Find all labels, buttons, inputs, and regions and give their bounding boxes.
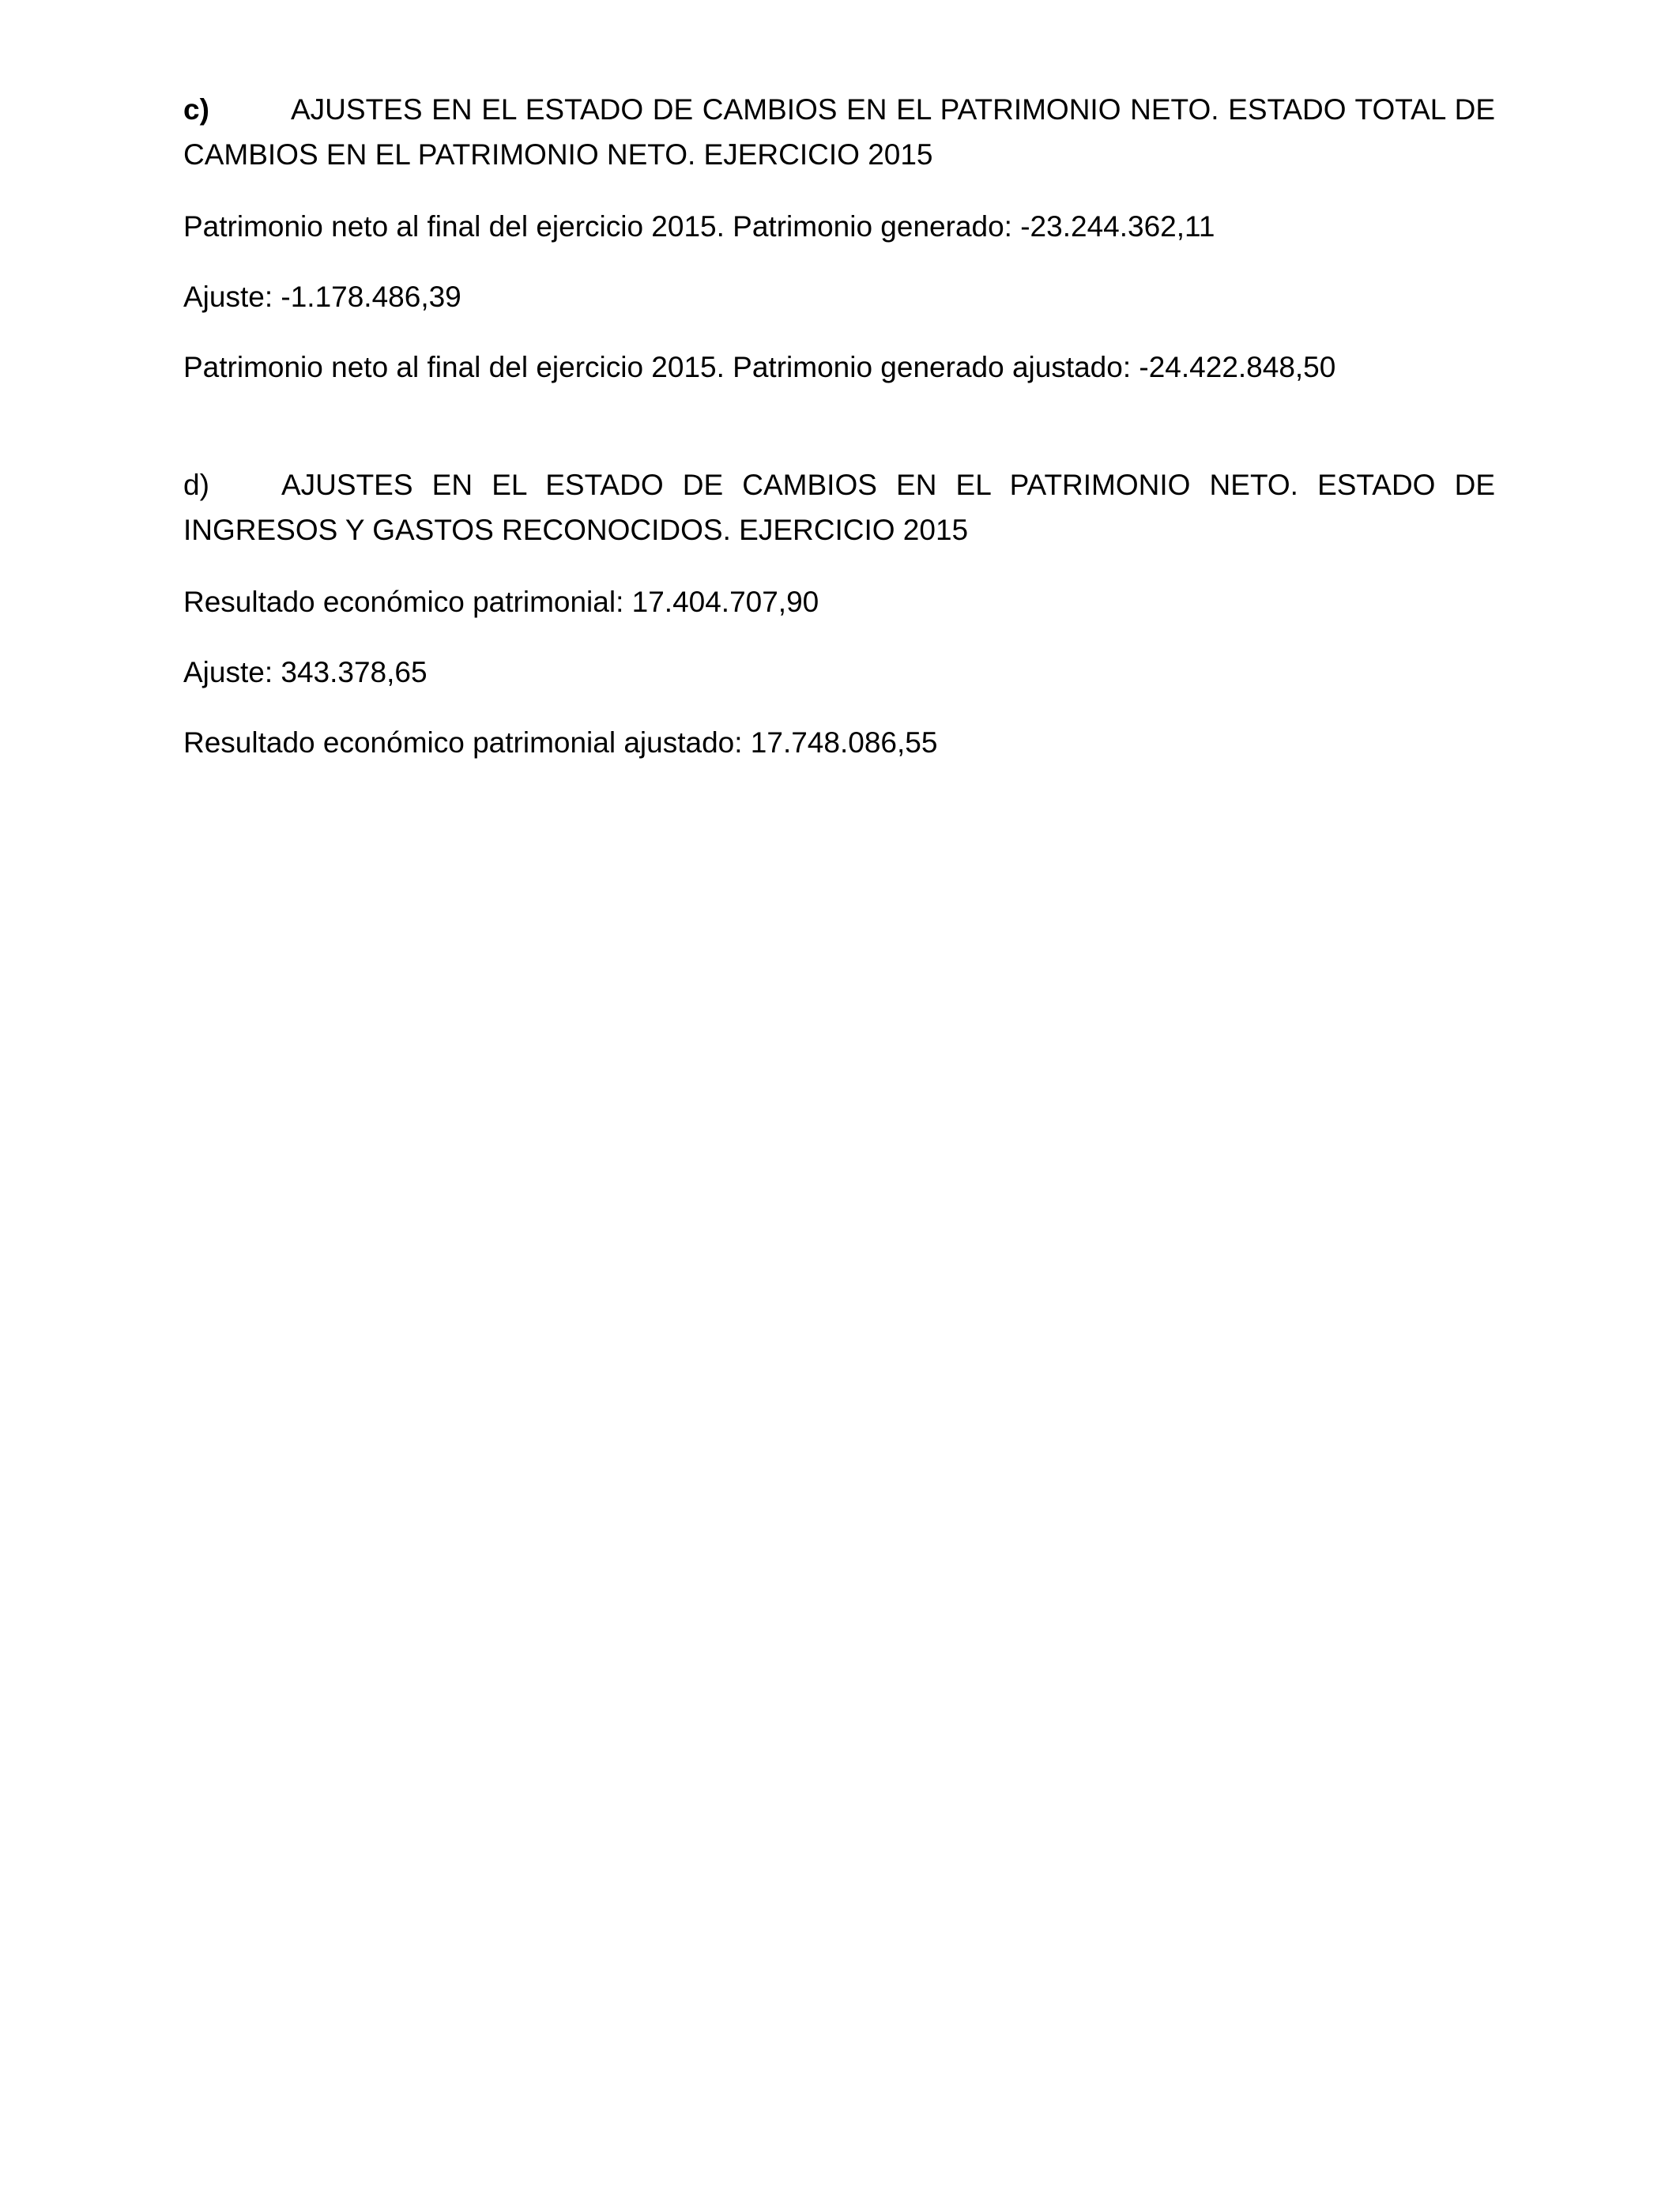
section-d-line-resultado: Resultado económico patrimonial: 17.404.707,90 (183, 586, 819, 618)
section-d-line-ajuste: Ajuste: 343.378,65 (183, 656, 428, 688)
section-d-line-resultado-ajustado: Resultado económico patrimonial ajustado: 17.748.086,55 (183, 726, 938, 759)
section-d (183, 462, 1495, 765)
section-d-heading-text: AJUSTES EN EL ESTADO DE CAMBIOS EN EL PATRIMONIO NETO. ESTADO DE INGRESOS Y GASTOS RECONOCIDOS. EJERCICIO 2015 (183, 469, 1495, 546)
section-c-heading-text: AJUSTES EN EL ESTADO DE CAMBIOS EN EL PATRIMONIO NETO. ESTADO TOTAL DE CAMBIOS EN EL PATRIMONIO NETO. EJERCICIO 2015 (183, 93, 1495, 171)
section-c-marker: c) (183, 93, 209, 126)
section-c-line-patrimonio-ajustado: Patrimonio neto al final del ejercicio 2015. Patrimonio generado ajustado: -24.422.848,50 (183, 351, 1336, 383)
section-c (183, 87, 1495, 390)
section-d-marker: d) (183, 469, 209, 501)
section-c-line-ajuste: Ajuste: -1.178.486,39 (183, 281, 461, 313)
section-d-heading (183, 462, 1495, 552)
document-body (183, 87, 1495, 790)
section-c-line-patrimonio-generado: Patrimonio neto al final del ejercicio 2015. Patrimonio generado: -23.244.362,11 (183, 210, 1215, 243)
section-c-heading (183, 87, 1495, 177)
